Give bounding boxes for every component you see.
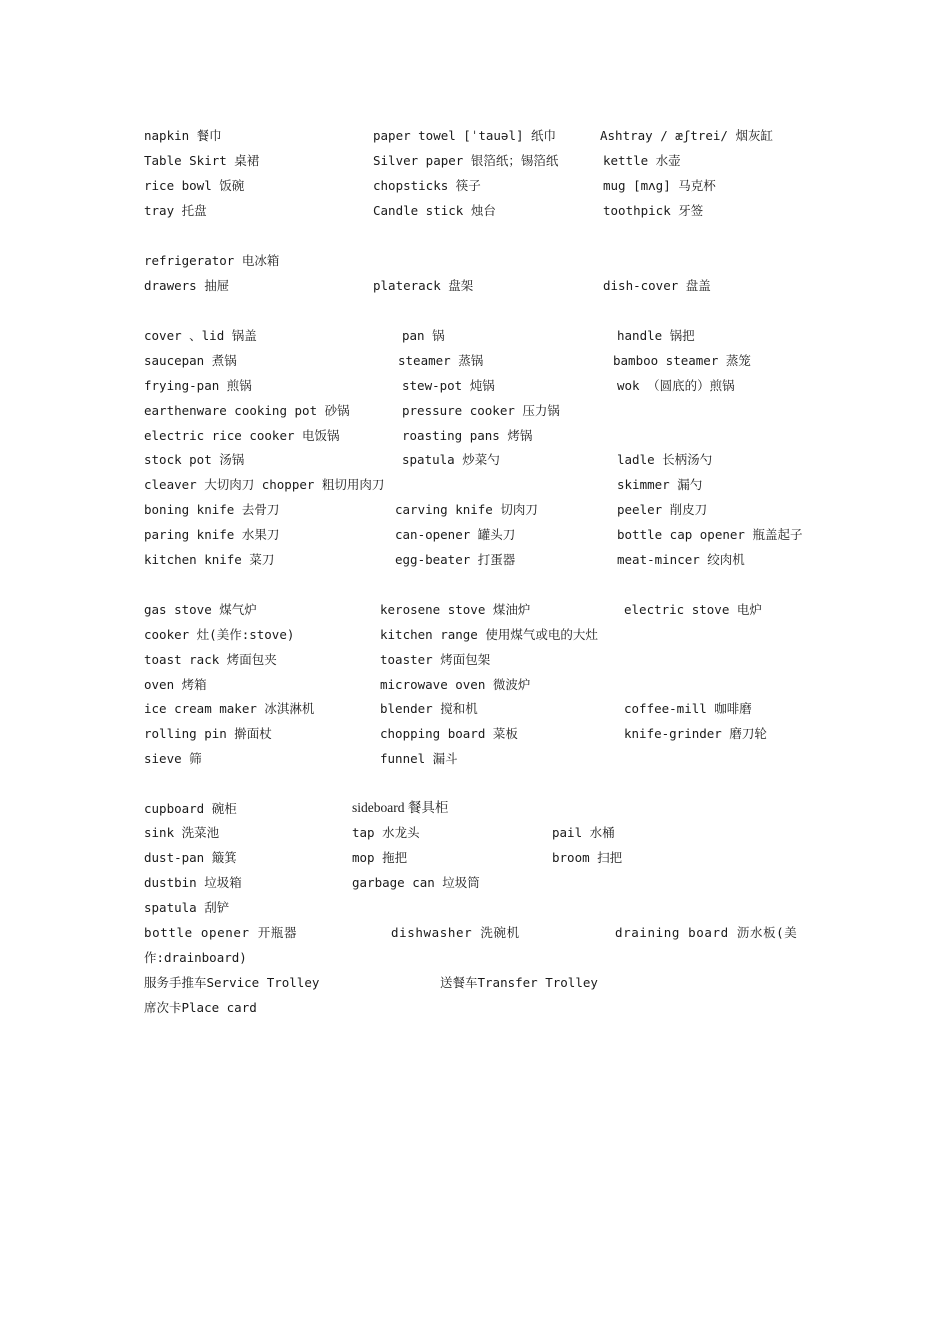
vocab-table-skirt: Table Skirt 桌裙 <box>144 153 260 168</box>
vocab-bamboo-steamer: bamboo steamer 蒸笼 <box>613 353 751 368</box>
vocab-mug: mug [mʌg] 马克杯 <box>603 178 716 193</box>
vocab-skimmer: skimmer 漏勺 <box>617 477 703 492</box>
vocab-can-opener: can-opener 罐头刀 <box>395 527 516 542</box>
vocab-kitchen-range: kitchen range 使用煤气或电的大灶 <box>380 627 598 642</box>
vocab-broom: broom 扫把 <box>552 850 623 865</box>
vocab-stew-pot: stew-pot 炖锅 <box>402 378 495 393</box>
vocab-chopping-board: chopping board 菜板 <box>380 726 518 741</box>
vocab-mop: mop 拖把 <box>352 850 408 865</box>
vocab-silver-paper: Silver paper 银箔纸；锡箔纸 <box>373 153 559 168</box>
vocab-kitchen-knife: kitchen knife 菜刀 <box>144 552 275 567</box>
vocab-boning-knife: boning knife 去骨刀 <box>144 502 280 517</box>
vocab-cooker: cooker 灶(美作:stove) <box>144 627 295 642</box>
vocab-blender: blender 搅和机 <box>380 701 478 716</box>
vocab-peeler: peeler 削皮刀 <box>617 502 708 517</box>
vocab-ashtray: Ashtray / æʃtrei/ 烟灰缸 <box>600 128 773 143</box>
vocab-cover-lid: cover 、lid 锅盖 <box>144 328 257 343</box>
vocab-stock-pot: stock pot 汤锅 <box>144 452 245 467</box>
vocab-meat-mincer: meat-mincer 绞肉机 <box>617 552 745 567</box>
vocab-toaster: toaster 烤面包架 <box>380 652 491 667</box>
vocab-sideboard: sideboard 餐具柜 <box>352 800 449 815</box>
vocab-refrigerator: refrigerator 电冰箱 <box>144 253 280 268</box>
vocab-bottle-opener: bottle opener 开瓶器 <box>144 925 298 940</box>
vocab-earthenware-pot: earthenware cooking pot 砂锅 <box>144 403 350 418</box>
vocab-napkin: napkin 餐巾 <box>144 128 222 143</box>
vocab-electric-rice-cooker: electric rice cooker 电饭锅 <box>144 428 340 443</box>
vocab-paring-knife: paring knife 水果刀 <box>144 527 280 542</box>
vocab-candle-stick: Candle stick 烛台 <box>373 203 496 218</box>
vocab-pressure-cooker: pressure cooker 压力锅 <box>402 403 560 418</box>
vocab-oven: oven 烤箱 <box>144 677 207 692</box>
vocab-wok: wok （圆底的）煎锅 <box>617 378 735 393</box>
vocab-electric-stove: electric stove 电炉 <box>624 602 762 617</box>
vocab-paper-towel: paper towel [ˈtauəl] 纸巾 <box>373 128 557 143</box>
vocab-chopsticks: chopsticks 筷子 <box>373 178 481 193</box>
vocab-kettle: kettle 水壶 <box>603 153 681 168</box>
vocab-carving-knife: carving knife 切肉刀 <box>395 502 538 517</box>
vocab-rolling-pin: rolling pin 擀面杖 <box>144 726 272 741</box>
vocab-garbage-can: garbage can 垃圾筒 <box>352 875 480 890</box>
vocab-toothpick: toothpick 牙签 <box>603 203 704 218</box>
vocab-place-card: 席次卡Place card <box>144 1000 257 1015</box>
vocab-sieve: sieve 筛 <box>144 751 202 766</box>
vocab-pail: pail 水桶 <box>552 825 615 840</box>
vocab-microwave-oven: microwave oven 微波炉 <box>380 677 531 692</box>
vocab-steamer: steamer 蒸锅 <box>398 353 484 368</box>
vocab-service-trolley: 服务手推车Service Trolley <box>144 975 320 990</box>
vocab-spatula-scraper: spatula 刮铲 <box>144 900 230 915</box>
vocab-dish-cover: dish-cover 盘盖 <box>603 278 711 293</box>
vocab-egg-beater: egg-beater 打蛋器 <box>395 552 516 567</box>
vocab-tap: tap 水龙头 <box>352 825 420 840</box>
vocab-knife-grinder: knife-grinder 磨刀轮 <box>624 726 767 741</box>
vocab-cleaver-chopper: cleaver 大切肉刀 chopper 粗切用肉刀 <box>144 477 385 492</box>
vocab-frying-pan: frying-pan 煎锅 <box>144 378 252 393</box>
vocab-drawers: drawers 抽屉 <box>144 278 230 293</box>
vocab-ladle: ladle 长柄汤勺 <box>617 452 713 467</box>
vocab-draining-board-cont: 作:drainboard) <box>144 950 247 965</box>
vocab-coffee-mill: coffee-mill 咖啡磨 <box>624 701 752 716</box>
vocab-toast-rack: toast rack 烤面包夹 <box>144 652 277 667</box>
vocab-handle: handle 锅把 <box>617 328 695 343</box>
vocab-dustbin: dustbin 垃圾箱 <box>144 875 242 890</box>
vocab-pan: pan 锅 <box>402 328 445 343</box>
vocab-bottle-cap-opener: bottle cap opener 瓶盖起子 <box>617 527 803 542</box>
vocab-saucepan: saucepan 煮锅 <box>144 353 237 368</box>
vocab-ice-cream-maker: ice cream maker 冰淇淋机 <box>144 701 315 716</box>
vocab-platerack: platerack 盘架 <box>373 278 474 293</box>
vocab-draining-board: draining board 沥水板(美 <box>615 925 798 940</box>
vocab-dust-pan: dust-pan 簸箕 <box>144 850 237 865</box>
vocab-spatula-wok: spatula 炒菜勺 <box>402 452 500 467</box>
vocab-cupboard: cupboard 碗柜 <box>144 801 237 816</box>
vocab-gas-stove: gas stove 煤气炉 <box>144 602 257 617</box>
vocab-dishwasher: dishwasher 洗碗机 <box>391 925 520 940</box>
vocab-tray: tray 托盘 <box>144 203 207 218</box>
vocab-transfer-trolley: 送餐车Transfer Trolley <box>440 975 598 990</box>
vocab-sink: sink 洗菜池 <box>144 825 220 840</box>
vocab-kerosene-stove: kerosene stove 煤油炉 <box>380 602 531 617</box>
vocab-funnel: funnel 漏斗 <box>380 751 458 766</box>
vocab-rice-bowl: rice bowl 饭碗 <box>144 178 245 193</box>
vocab-roasting-pans: roasting pans 烤锅 <box>402 428 533 443</box>
